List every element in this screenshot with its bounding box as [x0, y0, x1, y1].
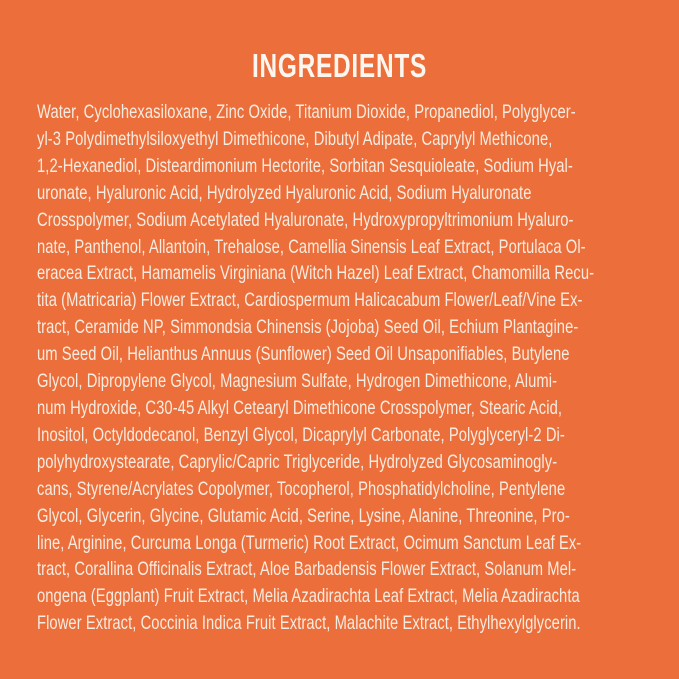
- ingredients-list: [37, 99, 645, 637]
- ingredients-title: INGREDIENTS: [251, 47, 428, 84]
- ingredients-line: line, Arginine, Curcuma Longa (Turmeric) Root Extract, Ocimum Sanctum Leaf Ex-: [37, 531, 582, 554]
- ingredients-line: tract, Ceramide NP, Simmondsia Chinensis (Jojoba) Seed Oil, Echium Plantagine-: [37, 316, 579, 339]
- ingredients-line: ongena (Eggplant) Fruit Extract, Melia Azadirachta Leaf Extract, Melia Azadirachta: [37, 585, 580, 608]
- ingredients-line: tita (Matricaria) Flower Extract, Cardiospermum Halicacabum Flower/Leaf/Vine Ex-: [37, 289, 583, 312]
- ingredients-line: nate, Panthenol, Allantoin, Trehalose, Camellia Sinensis Leaf Extract, Portulaca Ol-: [37, 235, 586, 258]
- ingredients-line: Flower Extract, Coccinia Indica Fruit Extract, Malachite Extract, Ethylhexylglycerin.: [37, 612, 581, 635]
- ingredients-line: Water, Cyclohexasiloxane, Zinc Oxide, Titanium Dioxide, Propanediol, Polyglycer-: [37, 101, 576, 123]
- ingredients-line: cans, Styrene/Acrylates Copolymer, Tocopherol, Phosphatidylcholine, Pentylene: [37, 477, 566, 500]
- ingredients-line: yl-3 Polydimethylsiloxyethyl Dimethicone, Dibutyl Adipate, Caprylyl Methicone,: [37, 127, 553, 150]
- ingredients-line: um Seed Oil, Helianthus Annuus (Sunflower) Seed Oil Unsaponifiables, Butylene: [37, 343, 570, 366]
- ingredients-line: tract, Corallina Officinalis Extract, Aloe Barbadensis Flower Extract, Solanum Mel-: [37, 558, 577, 581]
- ingredients-line: 1,2-Hexanediol, Disteardimonium Hectorite, Sorbitan Sesquioleate, Sodium Hyal-: [37, 154, 573, 177]
- ingredients-line: Glycol, Dipropylene Glycol, Magnesium Sulfate, Hydrogen Dimethicone, Alumi-: [37, 370, 558, 393]
- ingredients-line: Glycol, Glycerin, Glycine, Glutamic Acid, Serine, Lysine, Alanine, Threonine, Pro-: [37, 504, 570, 527]
- ingredients-line: eracea Extract, Hamamelis Virginiana (Witch Hazel) Leaf Extract, Chamomilla Recu-: [37, 262, 595, 285]
- ingredients-line: Inositol, Octyldodecanol, Benzyl Glycol, Dicaprylyl Carbonate, Polyglyceryl-2 Di-: [37, 423, 565, 446]
- ingredients-line: polyhydroxystearate, Caprylic/Capric Triglyceride, Hydrolyzed Glycosaminogly-: [37, 450, 558, 473]
- ingredients-line: num Hydroxide, C30-45 Alkyl Cetearyl Dimethicone Crosspolymer, Stearic Acid,: [37, 396, 563, 419]
- ingredients-line: uronate, Hyaluronic Acid, Hydrolyzed Hyaluronic Acid, Sodium Hyaluronate: [37, 181, 532, 204]
- ingredients-line: Crosspolymer, Sodium Acetylated Hyaluronate, Hydroxypropyltrimonium Hyaluro-: [37, 208, 574, 231]
